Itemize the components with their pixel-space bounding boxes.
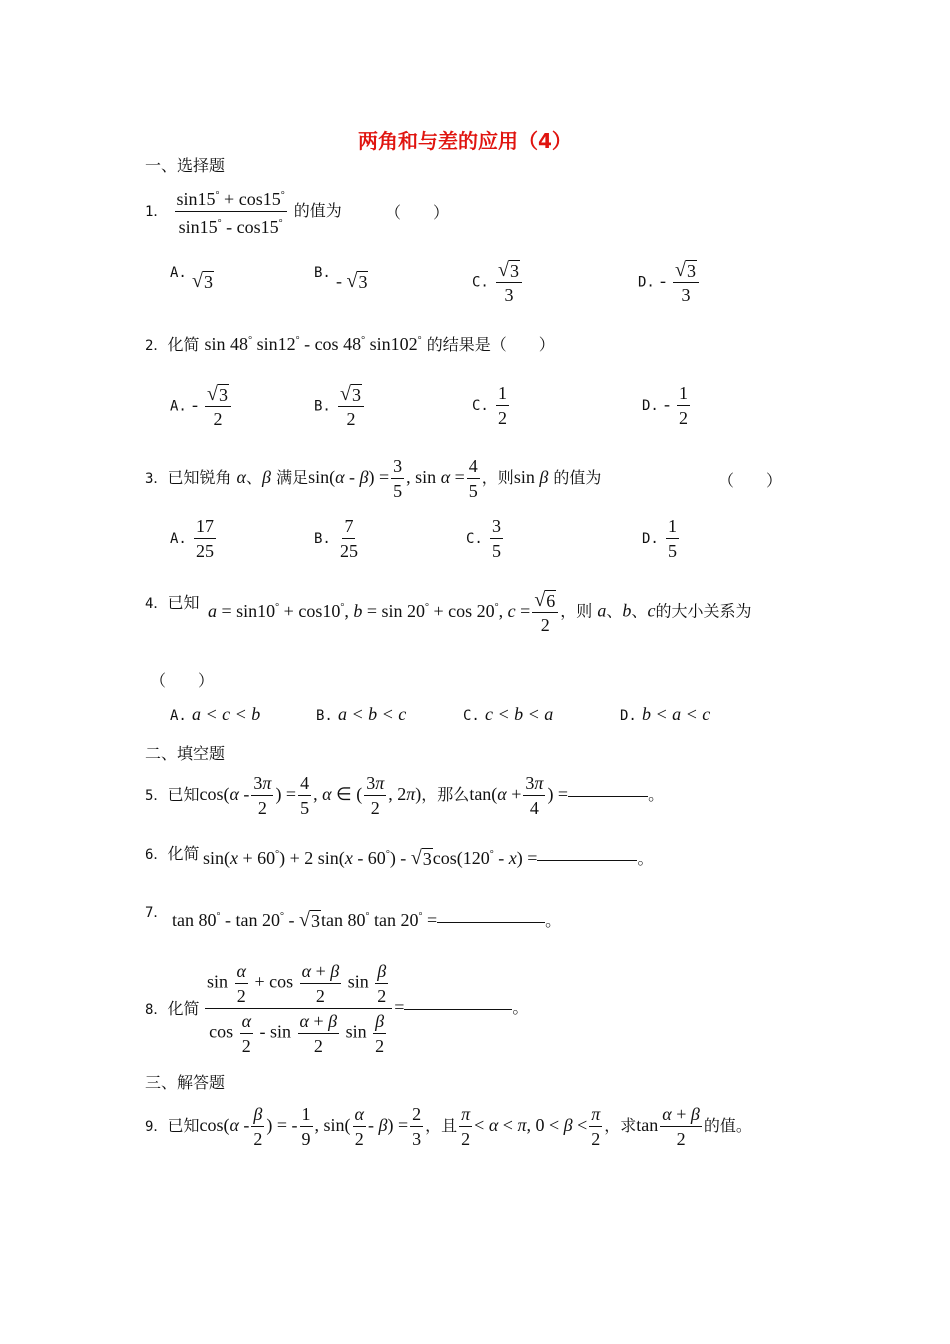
q2-suffix: 的结果是（ ） [426,335,555,354]
q5-prefix: 已知 [167,785,200,804]
q5-end: 。 [648,785,665,804]
q8-answer-blank[interactable] [404,1008,512,1010]
q4-option-d-label: D. [620,708,637,724]
q1-option-a: A. √ 3 [170,265,213,292]
q3-suffix: 的值为 [553,468,602,487]
q3-option-c: C. $\frac{3}{5}$ [466,516,501,561]
q7-number: 7． [145,905,168,921]
q1-text: 的值为 [293,201,342,220]
q2-expression: sin 48° sin12° - cos 48° sin102° [204,334,422,354]
q7-expression: tan 80° - tan 20° - √ 3 tan 80° tan 20° = 。 [172,909,562,931]
q8-number: 8． [145,1002,168,1018]
q9-suffix: 的值。 [703,1116,752,1135]
q4-then: ，则 [560,601,593,621]
q4-prefix: 已知 [167,593,200,612]
q3-option-d: D. $\frac{1}{5}$ [642,516,677,561]
q1-option-b-label: B. [314,265,331,281]
q2-option-b-label: B. [314,398,331,415]
q1-option-c-label: C. [472,274,489,291]
page-title: 两角和与差的应用（4） [358,129,572,153]
q4-option-b-label: B. [316,708,333,724]
q3-option-b: B. $\frac{7}{25}$ [314,516,358,561]
q1-option-c: C. √ 3 3 [472,258,524,306]
q3-prefix: 已知锐角 [167,468,232,487]
q2-option-d-label: D. [642,398,659,414]
section-answer: 三、解答题 [145,1073,226,1092]
question-4 [145,590,199,613]
q4-answer-paren: （ ） [150,671,215,690]
question-3: 3．已知锐角 α、β 满足sin(α - β) = $\frac{3}{5}$ , sin α = $\frac{4}{5}$ ，则sin β 的值为 [145,456,602,501]
q9-mid2: ，求 [604,1116,637,1135]
q2-option-d: D. - $\frac{1}{2}$ [642,383,689,428]
q5-number: 5． [145,788,168,804]
q1-fraction: $\frac{\sin 15^\circ + \cos 15^\circ}{\sin 15^\circ - \cos 15^\circ}$ [175,185,287,238]
q9-mid1: ，且 [425,1116,458,1135]
q5-answer-blank[interactable] [568,795,648,797]
q4-option-c: C. c < b < a [463,704,554,724]
q5-mid: ，那么 [421,785,470,804]
question-5: 5．已知cos(α - $\frac{3\pi}{2}$ ) = $\frac{4}{5}$ , α ∈ ( $\frac{3\pi}{2}$ , 2π)，那么tan(α + $\frac{3\pi}{4}$ ) = 。 [145,773,665,818]
q2-number: 2． [145,338,168,354]
question-7 [145,902,167,922]
q2-prefix: 化简 [167,335,200,354]
q8-prefix: 化简 [167,999,200,1018]
q1-option-d: D. - √ 3 3 [638,258,701,306]
question-1 [145,185,342,238]
q9-prefix: 已知 [167,1116,200,1135]
q1-option-b: B. - √ 3 [314,265,368,292]
q6-expression: sin(x + 60°) + 2 sin(x - 60°) - √ 3 cos(120° - x) = 。 [203,847,654,869]
q4-option-b: B. a < b < c [316,704,407,724]
question-2 [145,332,555,355]
q7-answer-blank[interactable] [437,921,545,923]
q9-number: 9． [145,1119,168,1135]
question-6 [145,841,199,864]
q3-option-a-label: A. [170,531,187,547]
section-choice: 一、选择题 [145,156,226,175]
question-8 [145,996,199,1019]
q4-option-d: D. b < a < c [620,704,711,724]
q4-option-c-label: C. [463,708,480,724]
q3-then: ，则 [481,468,514,487]
q3-option-d-label: D. [642,531,659,547]
q4-suffix: 的大小关系为 [655,601,752,621]
q6-answer-blank[interactable] [537,859,637,861]
q8-expression: sin $\frac{\alpha}{2}$ + cos $\frac{\alpha + \beta}{2}$ sin $\frac{\beta}{2}$ cos $\frac{\alpha}{2}$ - sin $\frac{\alpha + \beta}{2}$ sin $\frac{\beta}{2}$ = 。 [207,961,529,1056]
q6-prefix: 化简 [167,844,200,863]
section-fill: 二、填空题 [145,744,226,763]
q1-option-d-label: D. [638,274,655,291]
q7-end: 。 [545,911,562,930]
q1-option-a-label: A. [170,265,187,281]
q2-option-c-label: C. [472,398,489,414]
q2-option-a-label: A. [170,398,187,415]
q1-answer-paren: （ ） [385,203,450,222]
q3-option-b-label: B. [314,531,331,547]
q2-option-b: B. √ 3 2 [314,382,366,430]
q8-end: 。 [512,998,529,1017]
q4-option-a: A. a < c < b [170,704,261,724]
q3-option-c-label: C. [466,531,483,547]
q4-number: 4． [145,596,168,612]
q4-expression: a = sin10° + cos10°, b = sin 20° + cos 20°, c = √ 6 2 ，则 a、b、c的大小关系为 [208,589,752,635]
question-9: 9．已知cos(α - $\frac{\beta}{2}$ ) = - $\frac{1}{9}$ , sin( $\frac{\alpha}{2}$ - β) = $\frac{2}{3}$ ，且 $\frac{\pi}{2}$ < α < π, 0 < β < $\frac{\pi}{2}$ ，求tan $\frac{\alpha + \beta}{2}$ 的值。 [145,1104,752,1149]
q2-option-c: C. $\frac{1}{2}$ [472,383,507,428]
q4-option-a-label: A. [170,708,187,724]
q1-number: 1． [145,204,168,220]
q6-end: 。 [637,849,654,868]
q6-number: 6． [145,847,168,863]
q3-number: 3． [145,471,168,487]
q3-mid: 满足 [276,468,309,487]
q3-option-a: A. $\frac{17}{25}$ [170,516,214,561]
q3-answer-paren: （ ） [718,471,783,490]
q2-option-a: A. - √ 3 2 [170,382,233,430]
